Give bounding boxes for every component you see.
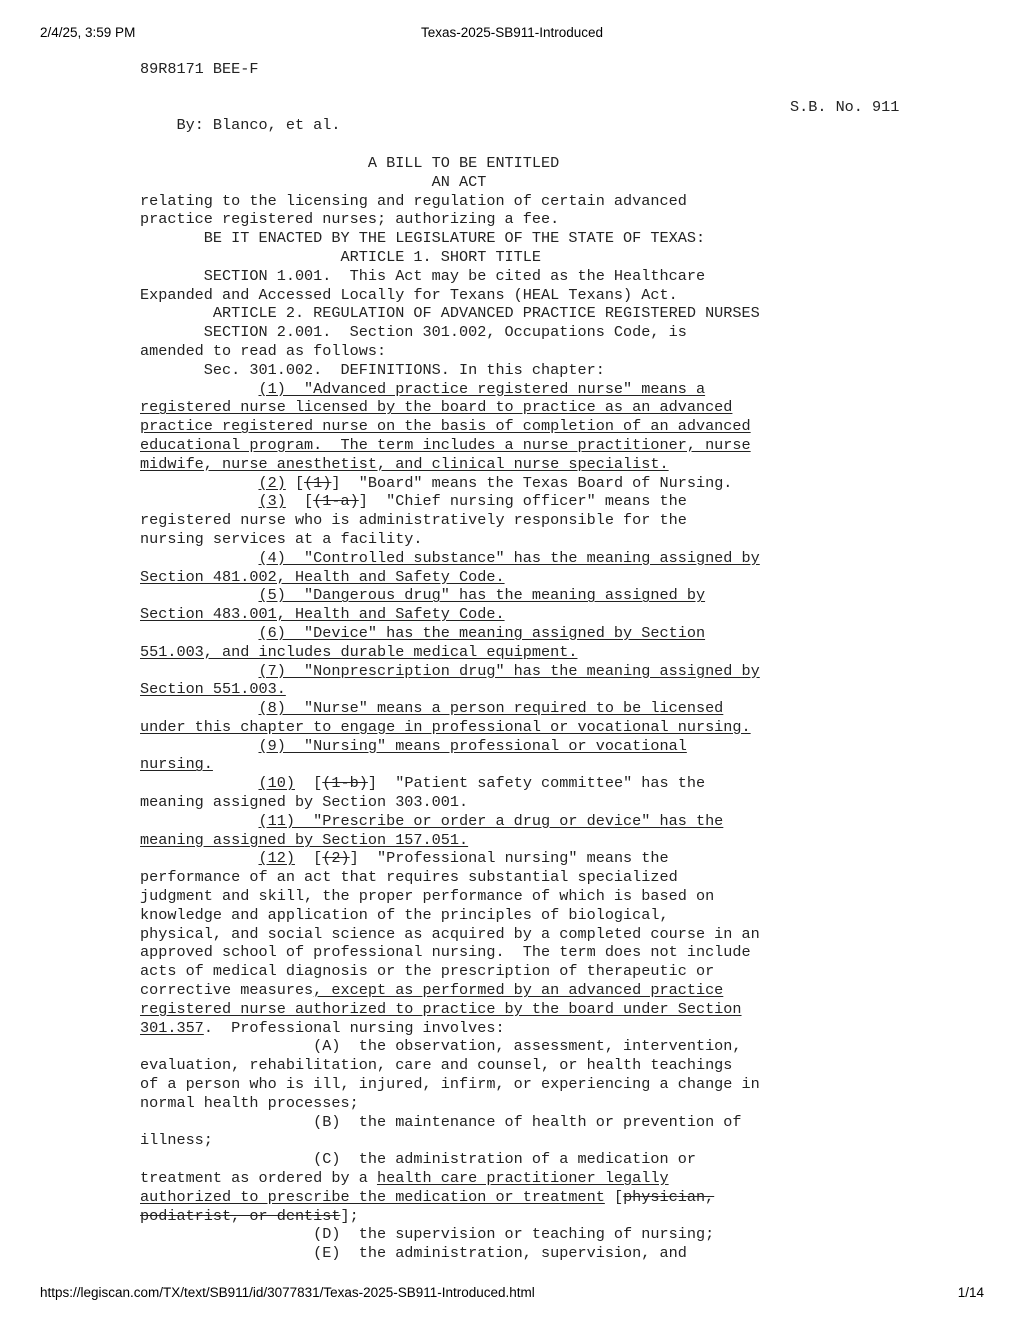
bill-line-def-12-c [140,887,940,906]
bill-line-def-4-a [140,549,940,568]
inserted-text: (9) "Nursing" means professional or vocational [258,736,687,755]
bill-line-def-1-a [140,380,940,399]
bill-line-def-3-c [140,530,940,549]
bill-line-def-10-b [140,793,940,812]
inserted-text: (1) "Advanced practice registered nurse" means a [258,379,706,398]
bill-line-def-12-d [140,906,940,925]
bill-authors: By: Blanco, et al. [176,116,341,135]
inserted-text: (10) [258,774,295,793]
bill-line-def-9-b [140,755,940,774]
bill-line-item-b-2 [140,1131,940,1150]
inserted-text: (6) "Device" has the meaning assigned by Section [258,623,706,642]
line-text: . Professional nursing involves: [203,1018,505,1037]
bill-doc-id: 89R8171 BEE-F [140,60,259,78]
bill-byline [140,97,940,135]
line-text [140,662,258,680]
bill-line-caption-1 [140,192,940,211]
line-text [140,474,258,492]
bill-line-article-1-heading [140,248,940,267]
line-text: of a person who is ill, injured, infirm, or experiencing a change in [140,1075,760,1094]
bill-line-def-8-b [140,718,940,737]
line-text: relating to the licensing and regulation of certain advanced [140,191,687,210]
bill-line-item-c-1 [140,1150,940,1169]
inserted-text: registered nurse authorized to practice by the board under Section [140,999,742,1018]
line-text: evaluation, rehabilitation, care and counsel, or health teachings [140,1056,733,1075]
print-url: https://legiscan.com/TX/text/SB911/id/3077831/Texas-2025-SB911-Introduced.html [40,1285,535,1300]
inserted-text: registered nurse licensed by the board to practice as an advanced [140,398,733,417]
inserted-text: , except as performed by an advanced practice [313,981,724,1000]
print-title: Texas-2025-SB911-Introduced [420,25,604,40]
deleted-text: (1-b) [322,774,368,793]
line-text: acts of medical diagnosis or the prescription of therapeutic or [140,962,715,981]
line-text: ] "Board" means the Texas Board of Nursing. [331,473,733,492]
line-text: [ [285,492,314,511]
line-text: ]; [340,1206,359,1225]
inserted-text: under this chapter to engage in professional or vocational nursing. [140,717,751,736]
deleted-text: (1-a) [313,492,359,511]
bill-line-def-7-b [140,680,940,699]
bill-line-def-6-b [140,643,940,662]
line-text: nursing services at a facility. [140,529,423,548]
line-text [140,699,258,717]
line-text: corrective measures [140,981,314,1000]
inserted-text: (4) "Controlled substance" has the meaning assigned by [258,548,760,567]
bill-line-def-12-h [140,981,940,1000]
inserted-text: (5) "Dangerous drug" has the meaning assigned by [258,586,706,605]
bill-line-def-4-b [140,568,940,587]
line-text: amended to read as follows: [140,341,387,360]
line-text: (D) the supervision or teaching of nursing; [140,1225,715,1244]
inserted-text: practice registered nurse on the basis of completion of an advanced [140,417,751,436]
line-text: performance of an act that requires substantial specialized [140,868,678,887]
line-text: approved school of professional nursing. The term does not include [140,943,751,962]
line-text: SECTION 2.001. Section 301.002, Occupations Code, is [140,323,687,342]
bill-text [140,60,940,1263]
bill-line-item-c-4 [140,1207,940,1226]
line-text: meaning assigned by Section 303.001. [140,793,469,812]
line-text [140,586,258,604]
line-text [140,624,258,642]
bill-line-item-b-1 [140,1113,940,1132]
line-text: [ [285,473,305,492]
print-page-number: 1/14 [957,1285,984,1300]
blank-line [140,135,940,154]
line-text [140,737,258,755]
bill-line-def-12-j [140,1019,940,1038]
bill-line-item-a-3 [140,1075,940,1094]
line-text [140,774,258,792]
bill-line-def-6-a [140,624,940,643]
print-datetime: 2/4/25, 3:59 PM [40,25,136,40]
line-text: normal health processes; [140,1093,359,1112]
deleted-text: (2) [322,849,350,868]
inserted-text: (7) "Nonprescription drug" has the meaning assigned by [258,661,760,680]
line-text: Sec. 301.002. DEFINITIONS. In this chapter: [140,360,605,379]
bill-line-article-2-heading [140,304,940,323]
bill-line-def-12-e [140,925,940,944]
bill-line-def-12-i [140,1000,940,1019]
bill-line-def-5-b [140,605,940,624]
line-text: registered nurse who is administratively responsible for the [140,511,687,530]
line-text: ] "Patient safety committee" has the [367,774,706,793]
bill-line-caption-2 [140,210,940,229]
line-text [140,549,258,567]
line-text: ] "Chief nursing officer" means the [358,492,687,511]
inserted-text: nursing. [140,755,213,774]
inserted-text: meaning assigned by Section 157.051. [140,830,469,849]
bill-line-def-3-a [140,492,940,511]
line-text [140,380,258,398]
deleted-text: physician, [623,1187,715,1206]
bill-line-item-a-1 [140,1037,940,1056]
bill-line-def-10-a [140,774,940,793]
line-text: ARTICLE 2. REGULATION OF ADVANCED PRACTICE REGISTERED NURSES [140,304,760,323]
line-text: [ [294,774,323,793]
inserted-text: Section 483.001, Health and Safety Code. [140,605,505,624]
inserted-text: (2) [258,473,286,492]
line-text: treatment as ordered by a [140,1169,377,1188]
bill-line-def-12-a [140,849,940,868]
deleted-text: podiatrist, or dentist [140,1206,341,1225]
line-text [140,492,258,510]
line-text: physical, and social science as acquired by a completed course in an [140,924,760,943]
bill-line-sec-2001-1 [140,323,940,342]
bill-line-item-c-3 [140,1188,940,1207]
bill-line-item-c-2 [140,1169,940,1188]
inserted-text: health care practitioner legally [376,1169,669,1188]
line-text: Expanded and Accessed Locally for Texans (HEAL Texans) Act. [140,285,678,304]
inserted-text: midwife, nurse anesthetist, and clinical nurse specialist. [140,454,669,473]
bill-line-title-1 [140,154,940,173]
line-text: BE IT ENACTED BY THE LEGISLATURE OF THE STATE OF TEXAS: [140,229,706,248]
print-header [0,25,1024,41]
blank-line [140,79,940,98]
bill-line-def-11-b [140,831,940,850]
bill-line-def-1-b [140,398,940,417]
bill-line-def-3-b [140,511,940,530]
bill-line-item-e-1 [140,1244,940,1263]
line-text: (B) the maintenance of health or prevention of [140,1112,742,1131]
line-text: [ [294,849,323,868]
line-text: illness; [140,1131,213,1150]
bill-line-sec-1001-1 [140,267,940,286]
bill-number: S.B. No. 911 [790,97,900,116]
bill-line-def-12-b [140,868,940,887]
inserted-text: authorized to prescribe the medication or treatment [140,1187,605,1206]
line-text: ] "Professional nursing" means the [349,849,669,868]
bill-line-enacting-clause [140,229,940,248]
print-footer [0,1285,1024,1301]
bill-line-title-2 [140,173,940,192]
inserted-text: educational program. The term includes a nurse practitioner, nurse [140,435,751,454]
inserted-text: (12) [258,849,295,868]
deleted-text: (1) [304,473,332,492]
bill-line-def-1-d [140,436,940,455]
inserted-text: (11) "Prescribe or order a drug or device" has the [258,811,724,830]
line-text: practice registered nurses; authorizing a fee. [140,210,560,229]
bill-line-sec-2001-2 [140,342,940,361]
line-text: SECTION 1.001. This Act may be cited as the Healthcare [140,266,706,285]
bill-line-def-9-a [140,737,940,756]
line-text [140,849,258,867]
bill-line-item-a-4 [140,1094,940,1113]
bill-line-def-12-g [140,962,940,981]
bill-line-def-7-a [140,662,940,681]
line-text: (C) the administration of a medication or [140,1150,696,1169]
bill-line-def-1-c [140,417,940,436]
inserted-text: Section 551.003. [140,680,286,699]
bill-line-sec-1001-2 [140,286,940,305]
line-text: AN ACT [140,172,487,191]
bill-line-def-8-a [140,699,940,718]
inserted-text: 551.003, and includes durable medical equipment. [140,642,578,661]
bill-line-item-d [140,1225,940,1244]
bill-body [140,154,940,1263]
line-text: judgment and skill, the proper performance of which is based on [140,887,715,906]
bill-line-def-5-a [140,586,940,605]
inserted-text: (3) [258,492,286,511]
bill-line-def-11-a [140,812,940,831]
bill-line-def-12-f [140,943,940,962]
bill-line-def-1-e [140,455,940,474]
inserted-text: 301.357 [140,1018,204,1037]
line-text: ARTICLE 1. SHORT TITLE [140,247,542,266]
line-text: [ [604,1187,624,1206]
line-text: knowledge and application of the principles of biological, [140,905,669,924]
line-text [140,812,258,830]
line-text: A BILL TO BE ENTITLED [140,153,560,172]
inserted-text: (8) "Nurse" means a person required to be licensed [258,699,724,718]
bill-line-def-2 [140,474,940,493]
inserted-text: Section 481.002, Health and Safety Code. [140,567,505,586]
bill-line-item-a-2 [140,1056,940,1075]
line-text: (A) the observation, assessment, intervention, [140,1037,742,1056]
bill-line-sec-301002 [140,361,940,380]
line-text: (E) the administration, supervision, and [140,1244,687,1263]
